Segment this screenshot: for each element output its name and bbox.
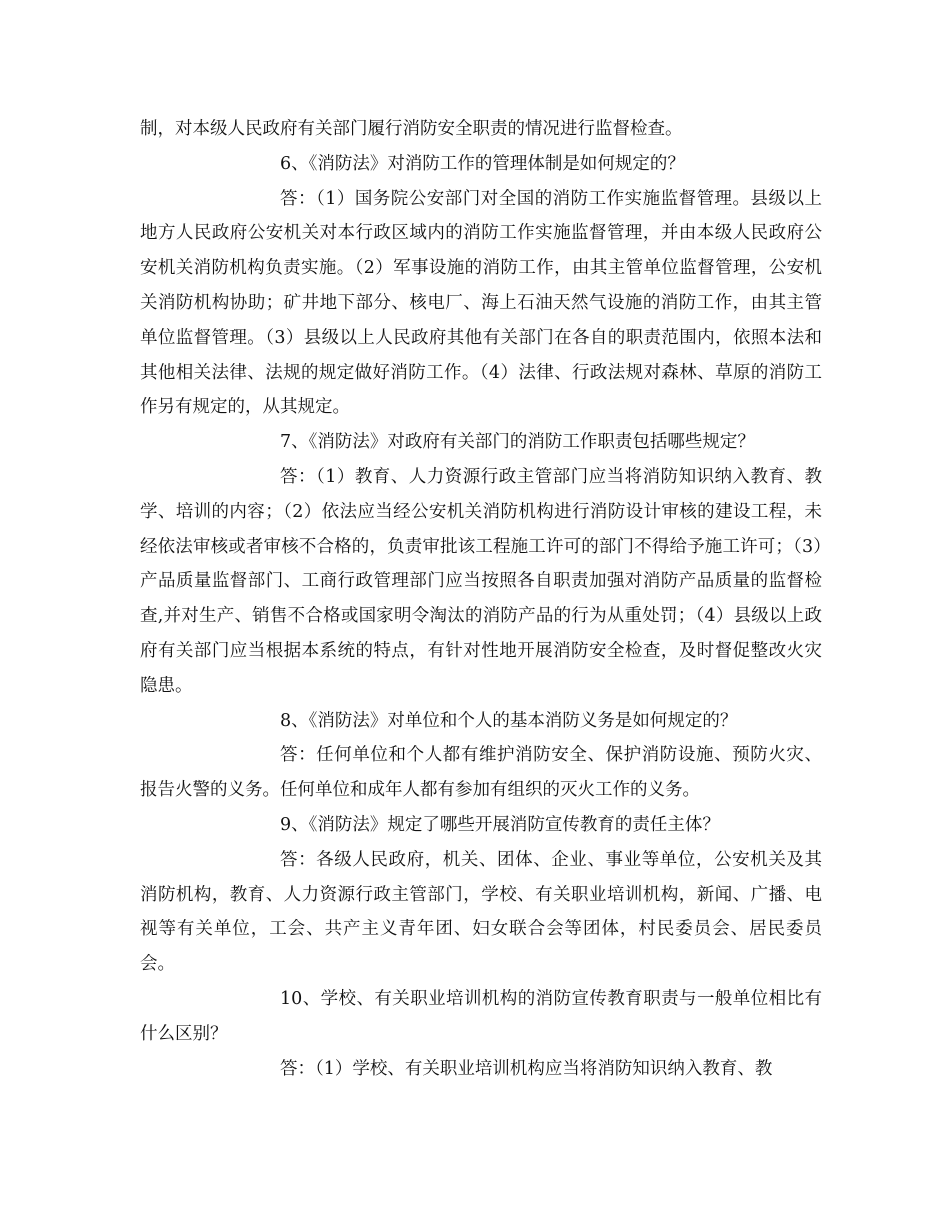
answer-7: 答：（1）教育、人力资源行政主管部门应当将消防知识纳入教育、教学、培训的内容；（2）依法应当经公安机关消防机构进行消防设计审核的建设工程，未经依法审核或者审核不合格的，负责审批该工程施工许可的部门不得给予施工许可；（3）产品质量监督部门、工商行政管理部门应当按照各自职责加强对消防产品质量的监督检查,并对生产、销售不合格或国家明令淘汰的消防产品的行为从重处罚；（4）县级以上政府有关部门应当根据本系统的特点，有针对性地开展消防安全检查，及时督促整改火灾隐患。 (140, 466, 822, 696)
answer-8: 答：任何单位和个人都有维护消防安全、保护消防设施、预防火灾、报告火警的义务。任何单位和成年人都有参加有组织的灭火工作的义务。 (140, 745, 822, 801)
question-8: 8、《消防法》对单位和个人的基本消防义务是如何规定的？ (280, 710, 738, 731)
paragraph-continuation: 制，对本级人民政府有关部门履行消防安全职责的情况进行监督检查。 (140, 119, 683, 139)
document-page (140, 112, 822, 1086)
question-10: 10、学校、有关职业培训机构的消防宣传教育职责与一般单位相比有什么区别？ (140, 988, 822, 1044)
question-6: 6、《消防法》对消防工作的管理体制是如何规定的？ (280, 153, 685, 174)
answer-9: 答：各级人民政府，机关、团体、企业、事业等单位，公安机关及其消防机构，教育、人力资源行政主管部门，学校、有关职业培训机构，新闻、广播、电视等有关单位，工会、共产主义青年团、妇女联合会等团体，村民委员会、居民委员会。 (140, 849, 822, 975)
question-7: 7、《消防法》对政府有关部门的消防工作职责包括哪些规定？ (280, 432, 755, 453)
question-9: 9、《消防法》规定了哪些开展消防宣传教育的责任主体？ (280, 814, 720, 835)
answer-6: 答：（1）国务院公安部门对全国的消防工作实施监督管理。县级以上地方人民政府公安机关对本行政区域内的消防工作实施监督管理，并由本级人民政府公安机关消防机构负责实施。（2）军事设施的消防工作，由其主管单位监督管理，公安机关消防机构协助；矿井地下部分、核电厂、海上石油天然气设施的消防工作，由其主管单位监督管理。（3）县级以上人民政府其他有关部门在各自的职责范围内，依照本法和其他相关法律、法规的规定做好消防工作。（4）法律、行政法规对森林、草原的消防工作另有规定的，从其规定。 (140, 188, 822, 418)
answer-10: 答：（1）学校、有关职业培训机构应当将消防知识纳入教育、教 (280, 1058, 773, 1079)
